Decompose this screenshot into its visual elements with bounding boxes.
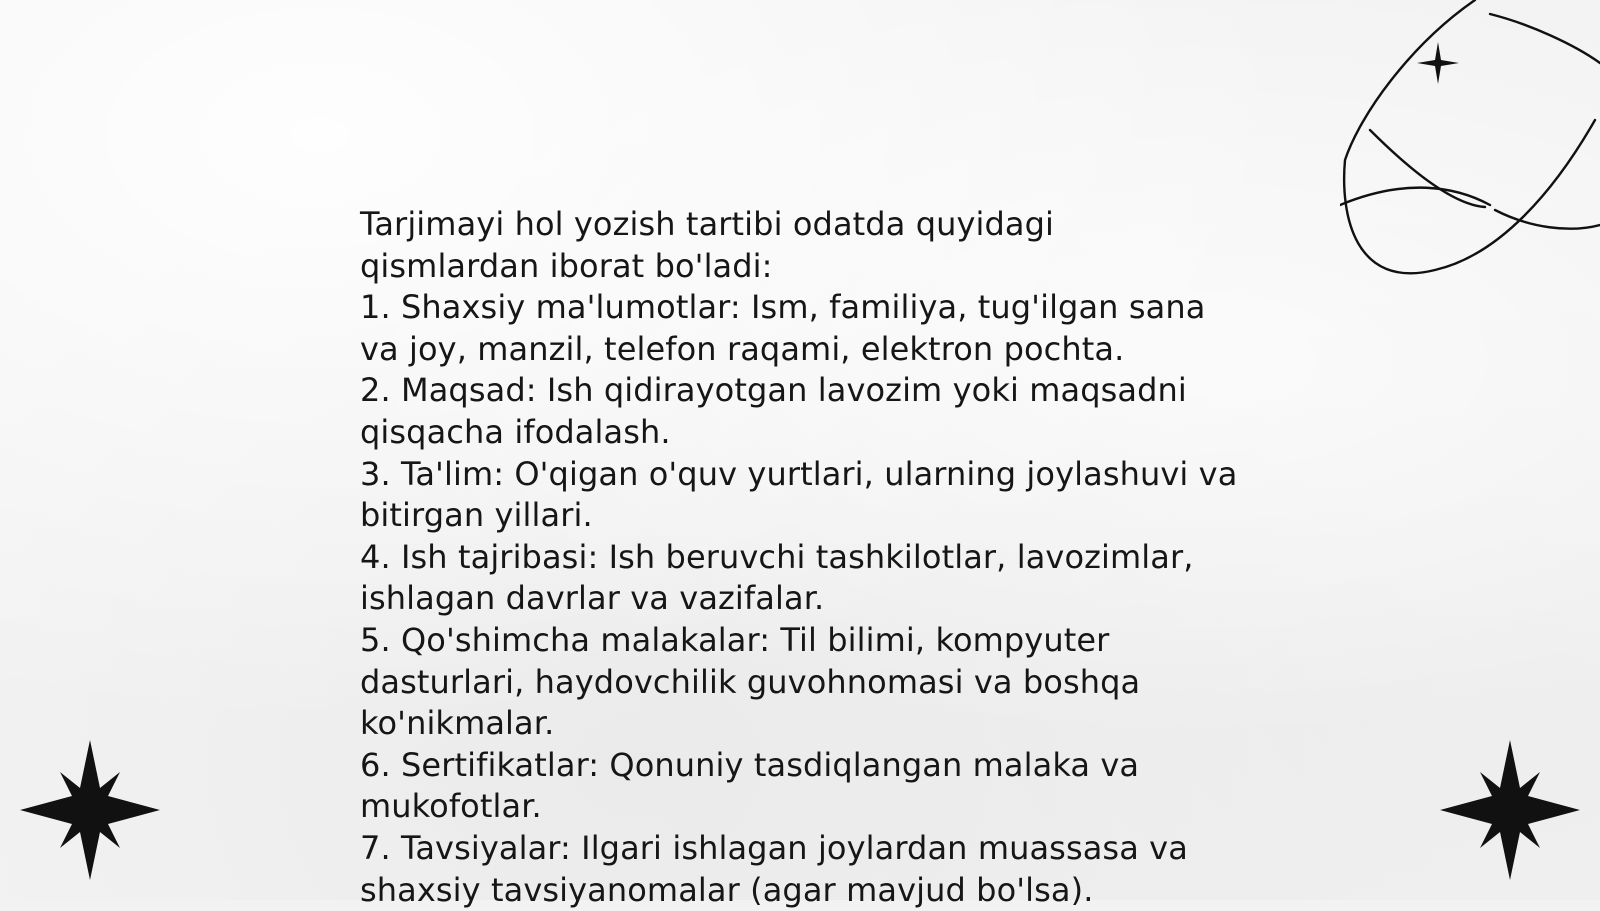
orbit-line-sparkle-icon bbox=[1340, 0, 1600, 290]
list-item-additional-skills: 5. Qo'shimcha malakalar: Til bilimi, kompyuter dasturlari, haydovchilik guvohnomasi va boshqa ko'nikmalar. bbox=[360, 620, 1141, 743]
list-item-education: 3. Ta'lim: O'qigan o'quv yurtlari, ularning joylashuvi va bitirgan yillari. bbox=[360, 454, 1238, 535]
list-item-recommendations: 7. Tavsiyalar: Ilgari ishlagan joylardan muassasa va shaxsiy tavsiyanomalar (agar mavjud bo'lsa). bbox=[360, 828, 1188, 909]
list-item-goal: 2. Maqsad: Ish qidirayotgan lavozim yoki maqsadni qisqacha ifodalash. bbox=[360, 371, 1187, 451]
four-point-star-icon bbox=[20, 740, 160, 880]
list-item-certificates: 6. Sertifikatlar: Qonuniy tasdiqlangan malaka va mukofotlar. bbox=[360, 745, 1140, 826]
text-block bbox=[360, 204, 1240, 911]
four-point-star-icon bbox=[1440, 740, 1580, 880]
intro-text: Tarjimayi hol yozish tartibi odatda quyidagi qismlardan iborat bo'ladi: bbox=[360, 205, 1055, 285]
list-item-personal-info: 1. Shaxsiy ma'lumotlar: Ism, familiya, tug'ilgan sana va joy, manzil, telefon raqami, elektron pochta. bbox=[360, 288, 1206, 368]
list-item-work-experience: 4. Ish tajribasi: Ish beruvchi tashkilotlar, lavozimlar, ishlagan davrlar va vazifalar. bbox=[360, 537, 1194, 618]
